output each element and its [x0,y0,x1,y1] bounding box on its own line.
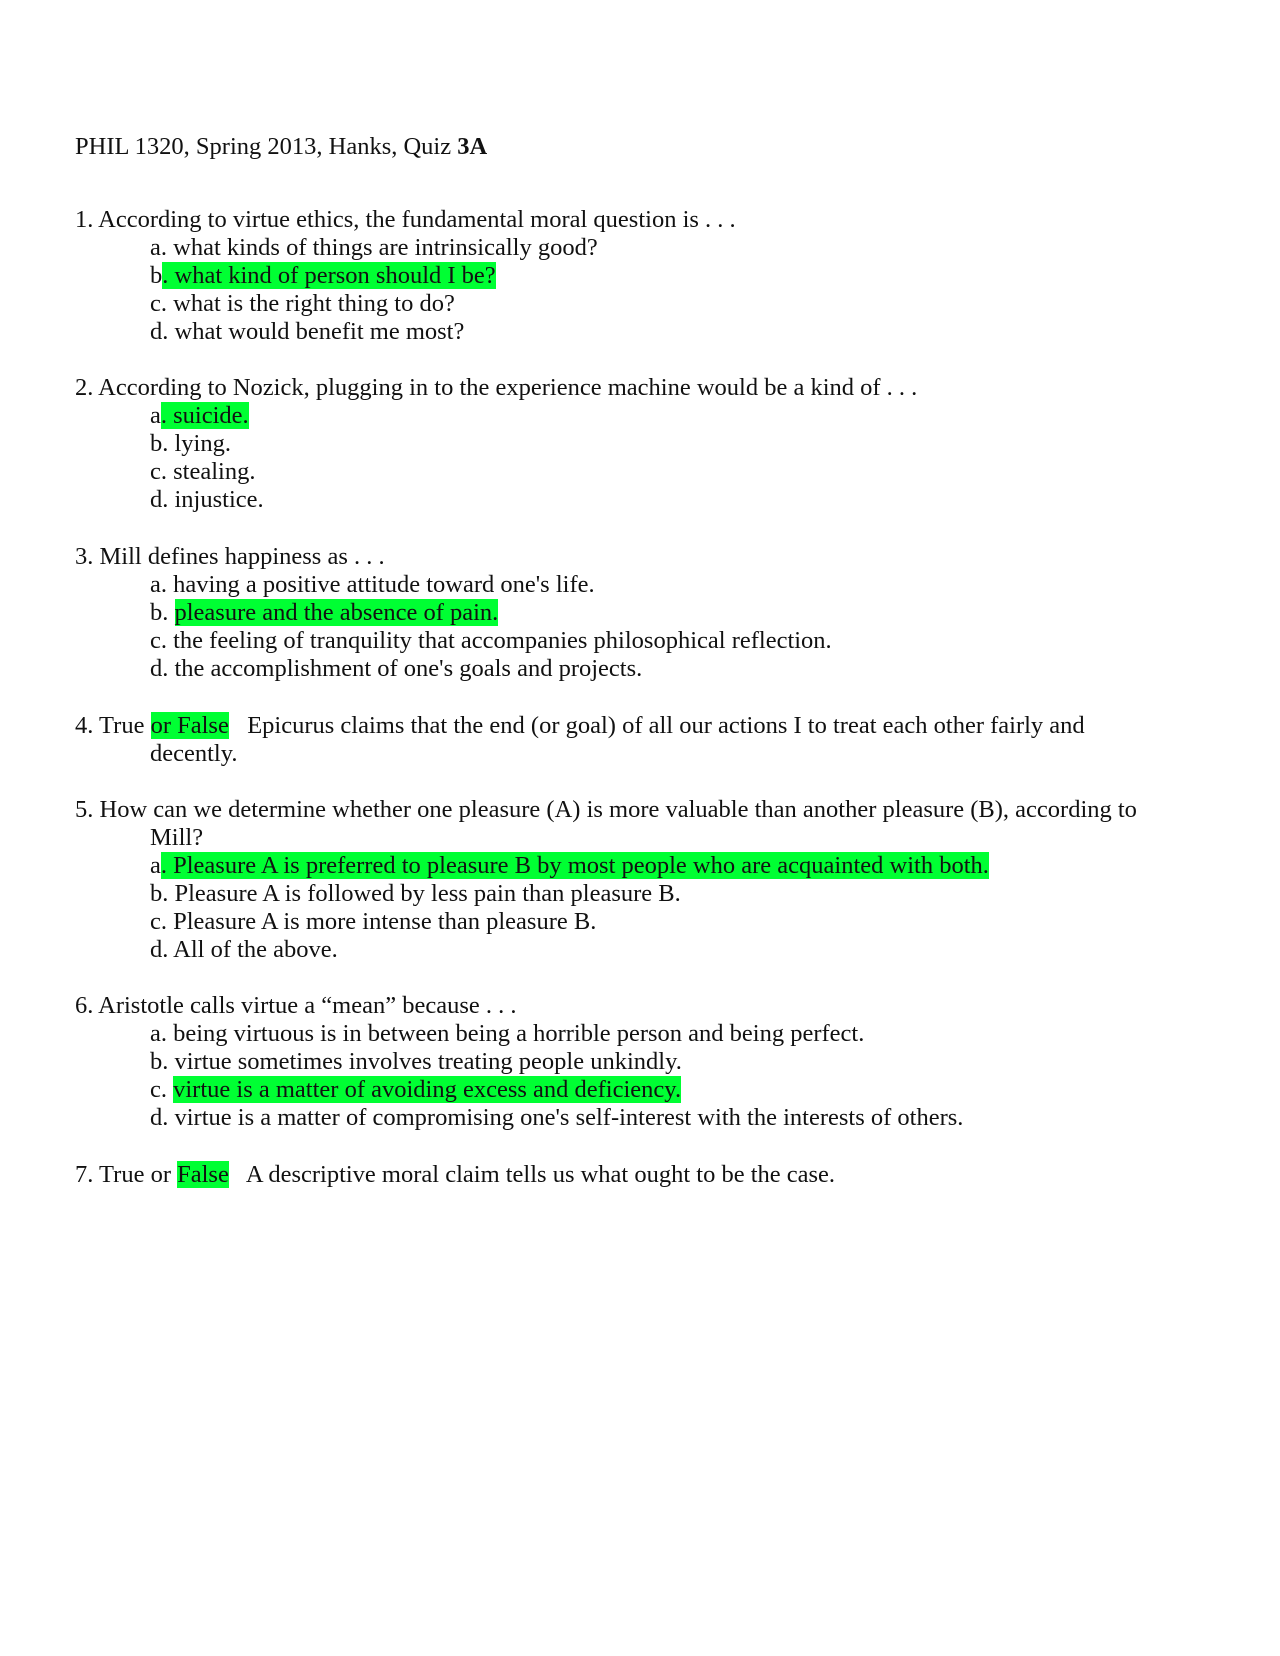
question-3-option-d: d. the accomplishment of one's goals and projects. [150,655,643,682]
answer-highlight: . what kind of person should I be? [162,262,496,289]
quiz-title-text: PHIL 1320, Spring 2013, Hanks, Quiz [75,133,458,160]
quiz-version: 3A [457,133,488,160]
question-1-stem: 1. According to virtue ethics, the fundamental moral question is . . . [75,206,736,233]
question-2-option-a: a. suicide. [150,402,249,429]
question-6-option-b: b. virtue sometimes involves treating people unkindly. [150,1048,682,1075]
question-1-option-c: c. what is the right thing to do? [150,290,455,317]
answer-highlight: . Pleasure A is preferred to pleasure B by most people who are acquainted with both. [160,852,989,879]
question-6-stem: 6. Aristotle calls virtue a “mean” because . . . [75,992,517,1019]
question-3-option-a: a. having a positive attitude toward one's life. [150,571,595,598]
question-1-option-d: d. what would benefit me most? [150,318,465,345]
question-5-option-b: b. Pleasure A is followed by less pain than pleasure B. [150,880,681,907]
answer-highlight: or False [150,712,229,739]
question-4-stem: 4. True or False Epicurus claims that the end (or goal) of all our actions I to treat each other fairly and [75,712,1085,739]
question-2-option-d: d. injustice. [150,486,264,513]
question-4-stem-continued: decently. [150,740,238,767]
question-5-option-a: a. Pleasure A is preferred to pleasure B by most people who are acquainted with both. [150,852,989,879]
question-3-stem: 3. Mill defines happiness as . . . [75,543,385,570]
question-3-option-c: c. the feeling of tranquility that accompanies philosophical reflection. [150,627,832,654]
question-2-stem: 2. According to Nozick, plugging in to the experience machine would be a kind of . . . [75,374,918,401]
answer-highlight: pleasure and the absence of pain. [174,599,499,626]
question-1-option-b: b. what kind of person should I be? [150,262,496,289]
question-6-option-a: a. being virtuous is in between being a horrible person and being perfect. [150,1020,865,1047]
question-6-option-c: c. virtue is a matter of avoiding excess and deficiency. [150,1076,682,1103]
question-5-option-c: c. Pleasure A is more intense than pleasure B. [150,908,597,935]
question-3-option-b: b. pleasure and the absence of pain. [150,599,499,626]
question-2-option-c: c. stealing. [150,458,256,485]
question-5-stem: 5. How can we determine whether one pleasure (A) is more valuable than another pleasure (B), according to [75,796,1137,823]
question-6-option-d: d. virtue is a matter of compromising one's self-interest with the interests of others. [150,1104,964,1131]
answer-highlight: . suicide. [160,402,249,429]
answer-highlight: virtue is a matter of avoiding excess and deficiency. [173,1076,682,1103]
question-5-option-d: d. All of the above. [150,936,338,963]
question-1-option-a: a. what kinds of things are intrinsically good? [150,234,598,261]
quiz-title [75,133,487,161]
question-7-stem: 7. True or False A descriptive moral claim tells us what ought to be the case. [75,1161,836,1188]
answer-highlight: False [177,1161,229,1188]
question-5-stem-continued: Mill? [150,824,204,851]
question-2-option-b: b. lying. [150,430,231,457]
